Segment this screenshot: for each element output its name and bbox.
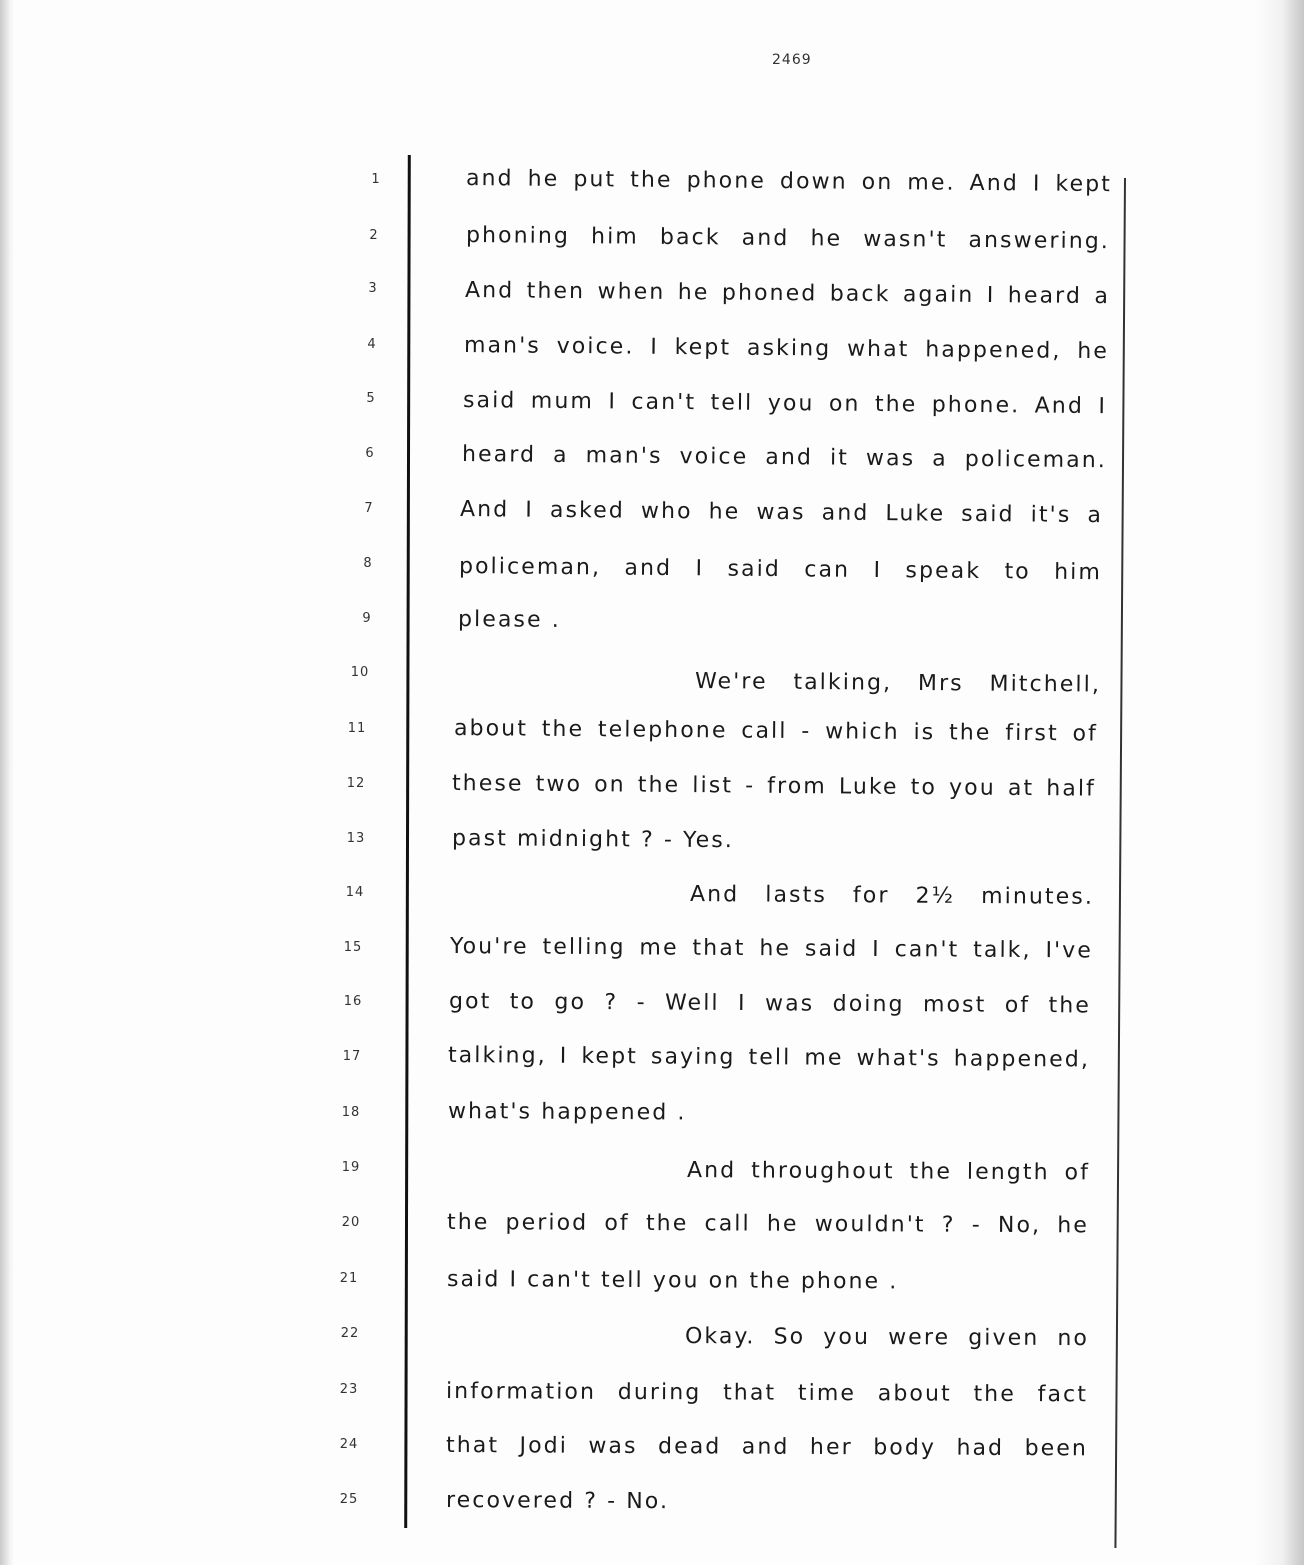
line-number: 23 [339,1382,359,1397]
transcript-line: said mum I can't tell you on the phone. And I [462,388,1108,420]
scan-edge-left [0,0,14,1565]
transcript-line: past midnight ? - Yes. [451,826,735,854]
transcript-line: information during that time about the fact [445,1379,1089,1408]
transcript-line: these two on the list - from Luke to you at half [451,771,1097,802]
transcript-line: and he put the phone down on me. And I kept [465,166,1113,198]
transcript-line: said I can't tell you on the phone . [446,1267,899,1295]
line-number: 21 [339,1271,359,1286]
line-number: 10 [350,665,370,680]
page-number: 2469 [772,52,812,68]
transcript-line: recovered ? - No. [445,1488,670,1515]
transcript-line: And then when he phoned back again I heard a [464,278,1111,310]
line-number: 9 [362,611,372,626]
line-number: 3 [368,281,378,296]
transcript-line: what's happened . [447,1099,687,1126]
transcript-line: policeman, and I said can I speak to him [458,554,1103,586]
line-number: 25 [339,1492,359,1507]
line-number: 19 [341,1160,361,1175]
transcript-line: that Jodi was dead and her body had been [445,1433,1089,1462]
line-number: 13 [346,831,366,846]
transcript-line: heard a man's voice and it was a policeman. [461,442,1108,474]
transcript-line: got to go ? - Well I was doing most of the [448,989,1092,1019]
transcript-line: phoning him back and he wasn't answering. [465,223,1111,255]
line-number: 11 [347,721,367,736]
transcript-line: man's voice. I kept asking what happened, he [463,333,1110,365]
line-number: 12 [346,776,366,791]
line-number: 1 [371,172,381,187]
transcript-line: And lasts for 2½ minutes. [689,882,1095,910]
line-number: 2 [369,228,379,243]
transcript-line: And I asked who he was and Luke said it's a [459,497,1104,529]
transcript-line: the period of the call he wouldn't ? - No, he [446,1210,1090,1239]
line-number: 8 [363,556,373,571]
line-number: 15 [343,940,363,955]
line-number: 20 [341,1215,361,1230]
transcript-line: about the telephone call - which is the first of [453,716,1099,747]
transcript-line: And throughout the length of [686,1158,1091,1186]
line-number: 22 [340,1326,360,1341]
line-number: 24 [339,1437,359,1452]
transcript-line: We're talking, Mrs Mitchell, [694,669,1102,698]
line-number: 4 [367,337,377,352]
transcript-line: You're telling me that he said I can't talk, I've [449,934,1094,964]
line-number: 16 [343,994,363,1009]
line-number: 18 [341,1105,361,1120]
line-number: 17 [342,1049,362,1064]
line-number: 6 [365,446,375,461]
transcript-line: Okay. So you were given no [684,1324,1090,1352]
right-margin-rule [1114,178,1125,1548]
left-margin-rule [404,155,411,1528]
line-number: 7 [364,501,374,516]
line-number: 14 [345,885,365,900]
scan-edge-right [1256,0,1304,1565]
transcript-line: talking, I kept saying tell me what's happened, [447,1043,1091,1073]
line-number: 5 [366,391,376,406]
transcript-line: please . [457,607,561,633]
